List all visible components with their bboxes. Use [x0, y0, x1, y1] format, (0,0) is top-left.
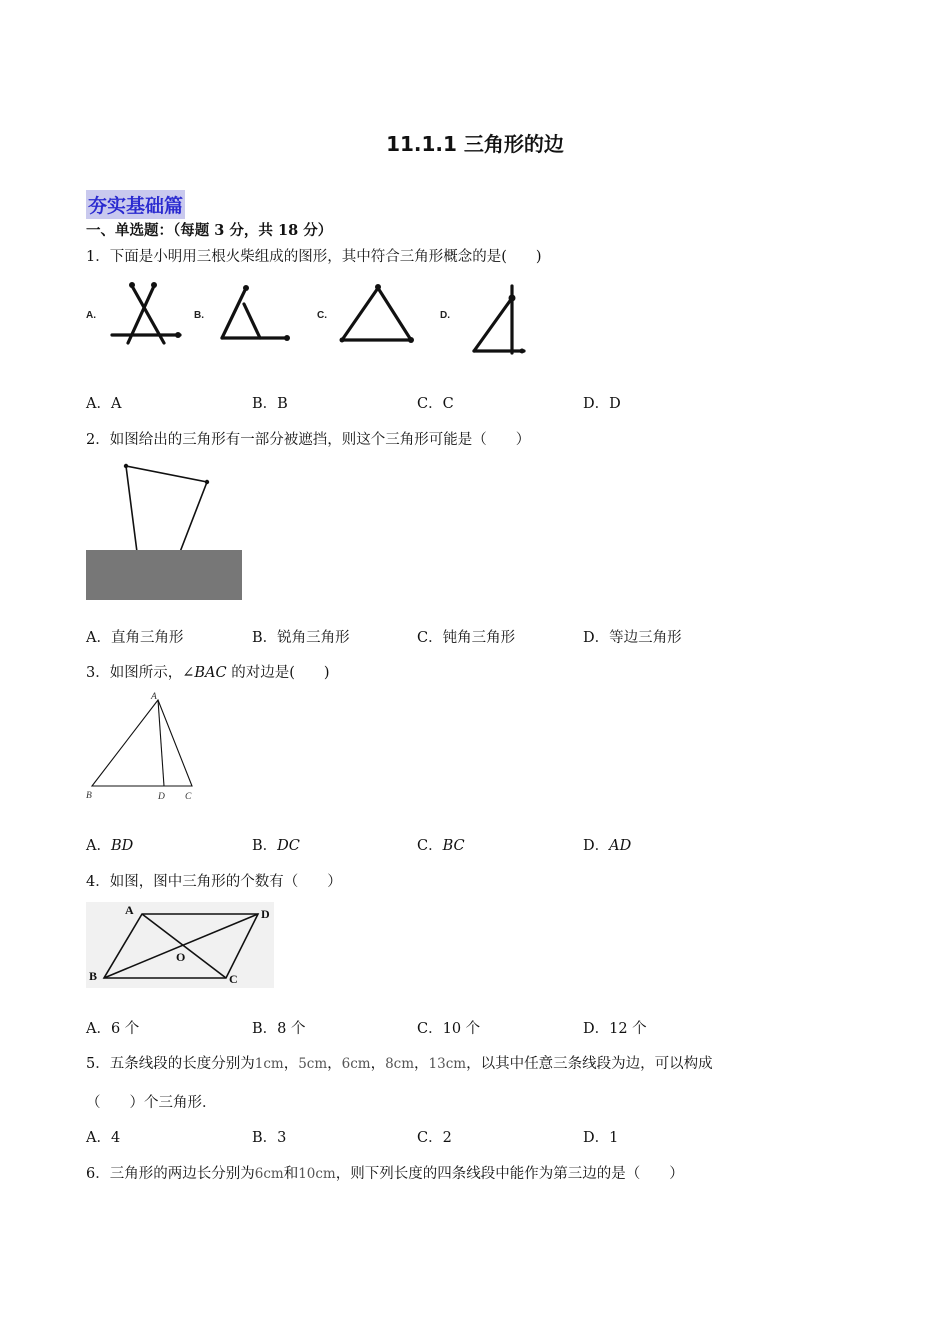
length-3: 6cm	[341, 1056, 371, 1072]
option-c[interactable]: C．BC	[417, 838, 465, 854]
label-b: B	[86, 791, 92, 801]
question-3-stem: 3．如图所示，∠BAC 的对边是( )	[86, 665, 330, 681]
option-b[interactable]: B．锐角三角形	[252, 630, 350, 646]
option-c[interactable]: C．钝角三角形	[417, 630, 516, 646]
option-c[interactable]: C．C	[417, 396, 454, 412]
label-o: O	[176, 950, 186, 964]
section-heading: 夯实基础篇	[86, 190, 185, 219]
option-d[interactable]: D．D	[583, 396, 621, 412]
triangle-abc	[92, 700, 192, 786]
length-2: 5cm	[298, 1056, 328, 1072]
question-4-stem: 4．如图，图中三角形的个数有（ ）	[86, 874, 342, 890]
length-1: 6cm	[254, 1166, 284, 1182]
label-c: C	[185, 792, 192, 802]
option-b[interactable]: B．8 个	[252, 1021, 306, 1037]
option-b[interactable]: B．B	[252, 396, 288, 412]
option-a[interactable]: A．A	[86, 396, 122, 412]
match-c-1	[342, 288, 378, 340]
angle-bac: ∠BAC	[182, 665, 227, 681]
match-c-2	[378, 288, 411, 340]
question-5-stem: 5．五条线段的长度分别为1cm，5cm，6cm，8cm，13cm，以其中任意三条线段为边，可以构成	[86, 1056, 713, 1072]
question-6-stem: 6．三角形的两边长分别为6cm和10cm，则下列长度的四条线段中能作为第三边的是（ ）	[86, 1166, 684, 1182]
length-1: 1cm	[254, 1056, 284, 1072]
fig-label-d: D.	[440, 310, 450, 321]
match-b-1	[222, 288, 246, 338]
question-1-figure	[84, 278, 534, 360]
question-1-stem: 1．下面是小明用三根火柴组成的图形，其中符合三角形概念的是( )	[86, 249, 542, 265]
label-d: D	[261, 907, 270, 921]
fig-label-c: C.	[317, 310, 327, 321]
occluding-block	[86, 550, 242, 600]
option-d[interactable]: D．1	[583, 1130, 619, 1146]
fig-label-a: A.	[86, 310, 96, 321]
match-d-2	[474, 298, 512, 351]
label-d: D	[158, 792, 165, 802]
label-a: A	[125, 903, 134, 917]
option-d[interactable]: D．等边三角形	[583, 630, 682, 646]
label-c: C	[229, 972, 238, 986]
option-a[interactable]: A．4	[86, 1130, 121, 1146]
question-2-figure	[84, 458, 246, 604]
option-b[interactable]: B．DC	[252, 838, 300, 854]
length-2: 10cm	[298, 1166, 336, 1182]
option-a[interactable]: A．直角三角形	[86, 630, 184, 646]
option-a[interactable]: A．BD	[86, 838, 134, 854]
match-b-2	[244, 304, 260, 338]
question-2-stem: 2．如图给出的三角形有一部分被遮挡，则这个三角形可能是（ ）	[86, 432, 531, 448]
question-5-stem-line2: （ ）个三角形．	[86, 1095, 217, 1111]
partial-triangle	[126, 466, 207, 552]
page-title: 11.1.1 三角形的边	[386, 132, 564, 156]
length-4: 8cm	[385, 1056, 415, 1072]
option-d[interactable]: D．AD	[583, 838, 632, 854]
part-heading: 一、单选题：（每题 3 分，共 18 分）	[86, 222, 333, 239]
option-a[interactable]: A．6 个	[86, 1021, 140, 1037]
figure-background	[86, 902, 274, 988]
label-a: A	[151, 692, 157, 702]
option-b[interactable]: B．3	[252, 1130, 287, 1146]
fig-label-b: B.	[194, 310, 204, 321]
question-4-figure	[84, 900, 278, 990]
question-3-figure	[84, 688, 204, 804]
option-c[interactable]: C．10 个	[417, 1021, 481, 1037]
option-d[interactable]: D．12 个	[583, 1021, 647, 1037]
length-5: 13cm	[428, 1056, 467, 1072]
label-b: B	[89, 969, 98, 983]
option-c[interactable]: C．2	[417, 1130, 452, 1146]
